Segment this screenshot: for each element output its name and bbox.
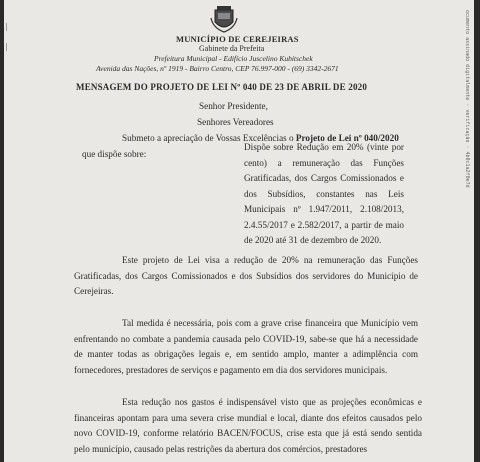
bill-summary: Dispõe sobre Redução em 20% (vinte por cento) a remuneração das Funções Gratificadas, dos Cargos Comissionados e dos Subsídios, constantes nas Leis Municipais nº 1.947/2011, 2.108/2013, 2.4.55/2017 e 2.582/2017, a partir de maio de 2020 até 31 de dezembro de 2020. bbox=[244, 142, 404, 245]
address-line: Avenida das Nações, nº 1919 - Bairro Centro, CEP 76.997-000 - (69) 3342-2671 bbox=[96, 64, 339, 73]
paragraph-1: Este projeto de Lei visa a redução de 20% na remuneração das Funções Gratificadas, dos Cargos Comissionados e dos Subsídios dos servidores do Município de Cerejeiras. bbox=[74, 255, 418, 296]
municipality-name: MUNICÍPIO DE CEREJEIRAS bbox=[176, 34, 299, 44]
submission-line: Submeto a apreciação de Vossas Excelências o Projeto de Lei nº 040/2020 bbox=[122, 133, 399, 143]
margin-mark-top: | bbox=[6, 22, 8, 31]
submission-continuation: que dispõe sobre: bbox=[82, 149, 147, 159]
document-page bbox=[4, 0, 474, 462]
salutation: Senhor Presidente, bbox=[199, 101, 268, 111]
message-title: MENSAGEM DO PROJETO DE LEI Nº 040 DE 23 DE ABRIL DE 2020 bbox=[76, 82, 368, 92]
municipal-crest-icon bbox=[209, 6, 239, 34]
side-verification-text: ocumento assinado digitalmente · verificação · 4b0c1a2f0e7d bbox=[464, 10, 470, 188]
margin-mark-mid: | bbox=[6, 42, 8, 51]
paragraph-3: Esta redução nos gastos é indispensável visto que as projeções econômicas e financeiras apontam para uma severa crise mundial e local, diante dos efeitos causados pelo novo COVID-19, conforme relatório BACEN/FOCUS, crise esta que já está sendo sentida pelo município, causado pelas restrições da abertura dos comércios, prestadores bbox=[74, 397, 422, 454]
office-name: Gabinete da Prefeita bbox=[199, 44, 265, 53]
building-name: Prefeitura Municipal - Edifício Juscelino Kubitschek bbox=[154, 54, 313, 63]
addressees: Senhores Vereadores bbox=[197, 117, 274, 127]
paragraph-2: Tal medida é necessária, pois com a grave crise financeira que Município vem enfrentando no combate a pandemia causada pelo COVID-19, sabe-se que há a necessidade de manter todas as obrigações legais e, em sentido amplo, manter a adimplência com fornecedores, prestadores de serviços e pagamento em dia dos servidores municipais. bbox=[74, 318, 418, 375]
